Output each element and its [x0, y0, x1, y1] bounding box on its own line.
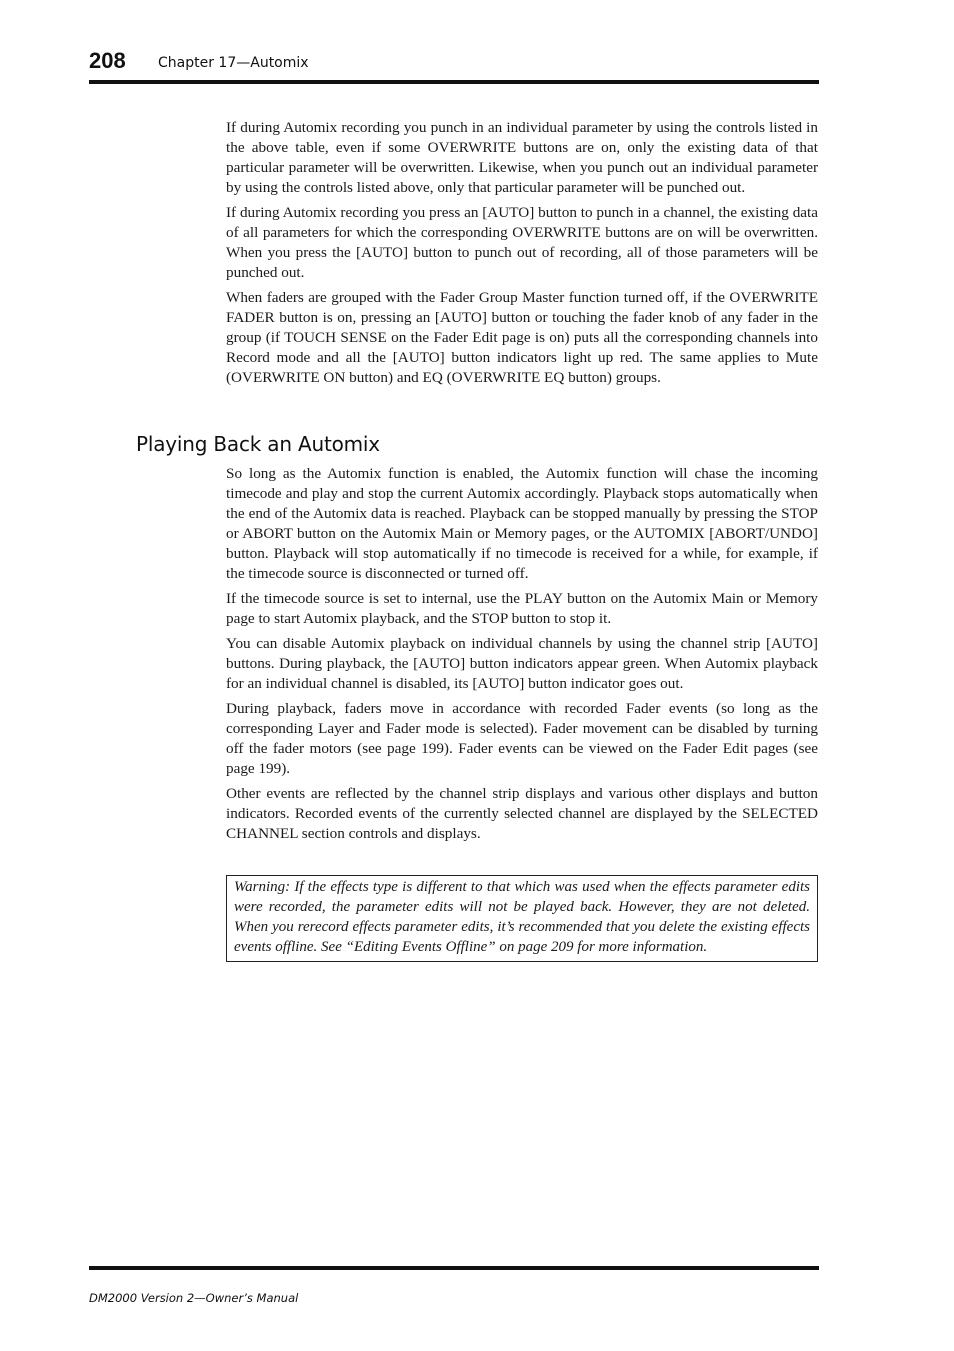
- page-number: 208: [89, 48, 126, 73]
- section-paragraph: You can disable Automix playback on individual channels by using the channel strip [AUTO] buttons. During playback, the [AUTO] button indicators appear green. When Automix playback for an individual channel is disabled, its [AUTO] button indicator goes out.: [226, 635, 818, 692]
- page-footer: DM2000 Version 2—Owner’s Manual: [89, 1291, 299, 1305]
- intro-paragraph: When faders are grouped with the Fader Group Master function turned off, if the OVERWRITE FADER button is on, pressing an [AUTO] button or touching the fader knob of any fader in the group (if TOUCH SENSE on the Fader Edit page is on) puts all the corresponding channels into Record mode and all the [AUTO] button indicators light up red. The same applies to Mute (OVERWRITE ON button) and EQ (OVERWRITE EQ button) groups.: [226, 289, 818, 386]
- chapter-title: Chapter 17—Automix: [158, 55, 309, 71]
- intro-paragraph: If during Automix recording you punch in an individual parameter by using the controls listed in the above table, even if some OVERWRITE buttons are on, only the existing data of that particular parameter will be overwritten. Likewise, when you punch out an individual parameter by using the controls listed above, only that particular parameter will be punched out.: [226, 119, 818, 196]
- section-heading: Playing Back an Automix: [136, 432, 380, 456]
- footer-rule: [89, 1266, 819, 1270]
- intro-paragraph: If during Automix recording you press an [AUTO] button to punch in a channel, the existing data of all parameters for which the corresponding OVERWRITE buttons are on will be overwritten. When you press the [AUTO] button to punch out of recording, all of those parameters will be punched out.: [226, 204, 818, 281]
- intro-text: [226, 118, 818, 393]
- section-paragraph: Other events are reflected by the channel strip displays and various other displays and button indicators. Recorded events of the currently selected channel are displayed by the SELECTED CHANNEL section controls and displays.: [226, 785, 818, 842]
- section-text: [226, 464, 818, 849]
- page-header: [89, 44, 819, 82]
- section-paragraph: During playback, faders move in accordance with recorded Fader events (so long as the corresponding Layer and Fader mode is selected). Fader movement can be disabled by turning off the fader motors (see page 199). Fader events can be viewed on the Fader Edit pages (see page 199).: [226, 700, 818, 777]
- warning-note: Warning: If the effects type is different to that which was used when the effects parameter edits were recorded, the parameter edits will not be played back. However, they are not deleted. When you rerecord effects parameter edits, it’s recommended that you delete the existing effects events offline. See “Editing Events Offline” on page 209 for more information.: [226, 875, 818, 962]
- header-rule: [89, 80, 819, 84]
- section-paragraph: If the timecode source is set to internal, use the PLAY button on the Automix Main or Memory page to start Automix playback, and the STOP button to stop it.: [226, 590, 818, 627]
- section-paragraph: So long as the Automix function is enabled, the Automix function will chase the incoming timecode and play and stop the current Automix accordingly. Playback stops automatically when the end of the Automix data is reached. Playback can be stopped manually by pressing the STOP or ABORT button on the Automix Main or Memory pages, or the AUTOMIX [ABORT/UNDO] button. Playback will stop automatically if no timecode is received for a while, for example, if the timecode source is disconnected or turned off.: [226, 465, 818, 582]
